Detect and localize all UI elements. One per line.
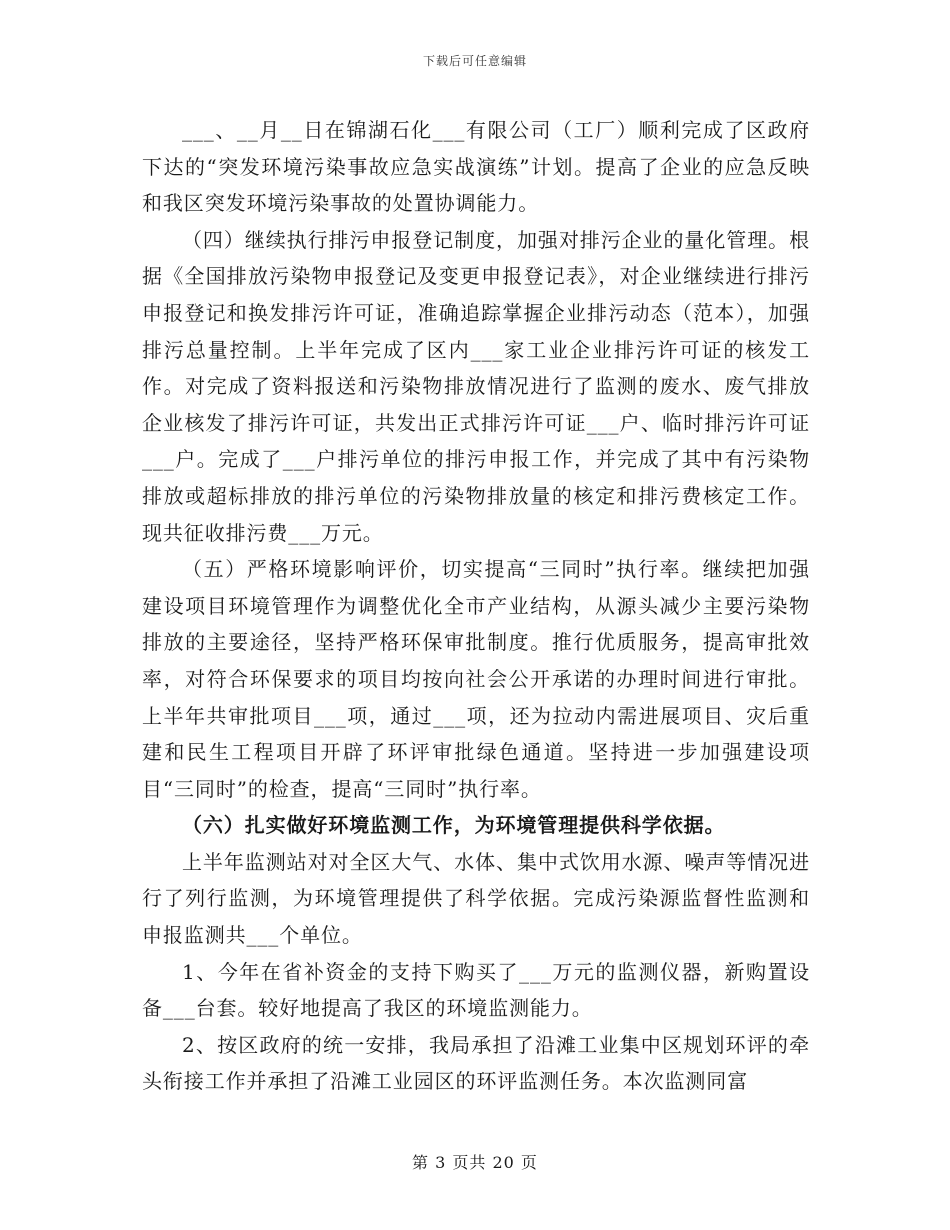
paragraph-item-one: 1、今年在省补资金的支持下购买了___万元的监测仪器，新购置设备___台套。较好地提高了我区的环境监测能力。 — [142, 959, 810, 1021]
section-heading-six: （六）扎实做好环境监测工作，为环境管理提供科学依据。 — [182, 813, 726, 838]
paragraph-section-five: （五）严格环境影响评价，切实提高“三同时”执行率。继续把加强建设项目环境管理作为调整优化全市产业结构，从源头减少主要污染物排放的主要途径，坚持严格环保审批制度。推行优质服务，提高审批效率，对符合环保要求的项目均按向社会公开承诺的办理时间进行审批。上半年共审批项目___项，通过___项，还为拉动内需进展项目、灾后重建和民生工程项目开辟了环评审批绿色通道。坚持进一步加强建设项目“三同时”的检查，提高“三同时”执行率。 — [142, 557, 810, 801]
paragraph-drill: ___、__月__日在锦湖石化___有限公司（工厂）顺利完成了区政府下达的“突发环境污染事故应急实战演练”计划。提高了企业的应急反映和我区突发环境污染事故的处置协调能力。 — [142, 118, 810, 216]
page-number-footer: 第 3 页共 20 页 — [412, 1153, 538, 1172]
page-header: 下载后可任意编辑 — [422, 54, 527, 68]
paragraph-monitoring: 上半年监测站对对全区大气、水体、集中式饮用水源、噪声等情况进行了列行监测，为环境管理提供了科学依据。完成污染源监督性监测和申报监测共___个单位。 — [142, 849, 810, 948]
paragraph-section-four: （四）继续执行排污申报登记制度，加强对排污企业的量化管理。根据《全国排放污染物申报登记及变更申报登记表》，对企业继续进行排污申报登记和换发排污许可证，准确追踪掌握企业排污动态（范本），加强排污总量控制。上半年完成了区内___家工业企业排污许可证的核发工作。对完成了资料报送和污染物排放情况进行了监测的废水、废气排放企业核发了排污许可证，共发出正式排污许可证___户、临时排污许可证___户。完成了___户排污单位的排污申报工作，并完成了其中有污染物排放或超标排放的排污单位的污染物排放量的核定和排污费核定工作。现共征收排污费___万元。 — [142, 227, 810, 545]
document-body — [142, 112, 810, 1100]
paragraph-item-two: 2、按区政府的统一安排，我局承担了沿滩工业集中区规划环评的牵头衔接工作并承担了沿滩工业园区的环评监测任务。本次监测同富 — [142, 1032, 810, 1094]
